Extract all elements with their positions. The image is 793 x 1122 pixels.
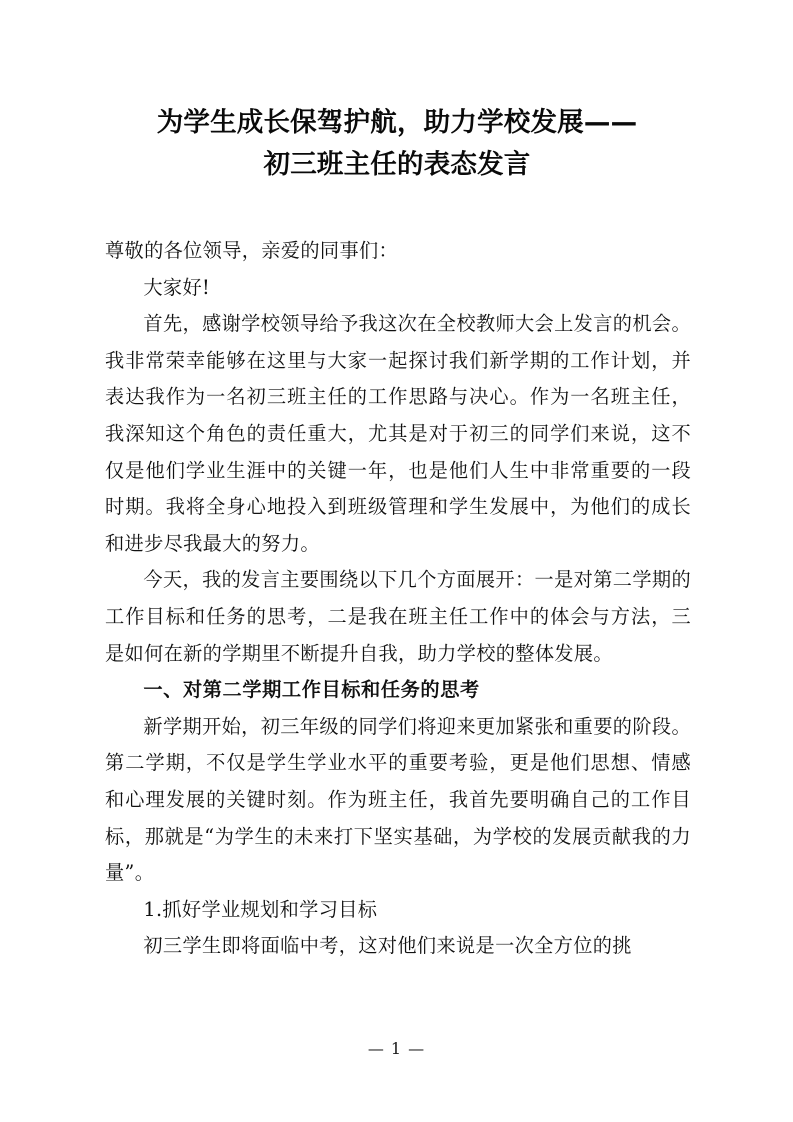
paragraph-opening-thanks: 首先，感谢学校领导给予我这次在全校教师大会上发言的机会。我非常荣幸能够在这里与大家一起探讨我们新学期的工作计划，并表达我作为一名初三班主任的工作思路与决心。作为一名班主任，我深知这个角色的责任重大，尤其是对于初三的同学们来说，这不仅是他们学业生涯中的关键一年，也是他们人生中非常重要的一段时期。我将全身心地投入到班级管理和学生发展中，为他们的成长和进步尽我最大的努力。: [105, 312, 691, 555]
section-heading-one: 一、对第二学期工作目标和任务的思考: [143, 678, 480, 702]
document-body: [105, 233, 691, 965]
subsection-heading-one-one: 1.抓好学业规划和学习目标: [143, 897, 378, 921]
paragraph-outline: 今天，我的发言主要围绕以下几个方面展开：一是对第二学期的工作目标和任务的思考，二是我在班主任工作中的体会与方法，三是如何在新的学期里不断提升自我，助力学校的整体发展。: [105, 568, 691, 665]
page-title-line-2: 初三班主任的表态发言: [263, 149, 531, 180]
page-number-footer: — 1 —: [367, 1039, 426, 1058]
page-title-line-1: 为学生成长保驾护航，助力学校发展——: [156, 107, 638, 138]
paragraph-section-one-body: 新学期开始，初三年级的同学们将迎来更加紧张和重要的阶段。第二学期，不仅是学生学业水平的重要考验，更是他们思想、情感和心理发展的关键时刻。作为班主任，我首先要明确自己的工作目标，那就是“为学生的未来打下坚实基础，为学校的发展贡献我的力量”。: [105, 714, 691, 885]
paragraph-salutation: 尊敬的各位领导，亲爱的同事们：: [105, 239, 399, 262]
paragraph-subsection-one-body: 初三学生即将面临中考，这对他们来说是一次全方位的挑: [143, 934, 632, 958]
paragraph-greeting: 大家好!: [143, 275, 211, 299]
page-title: [100, 102, 694, 186]
